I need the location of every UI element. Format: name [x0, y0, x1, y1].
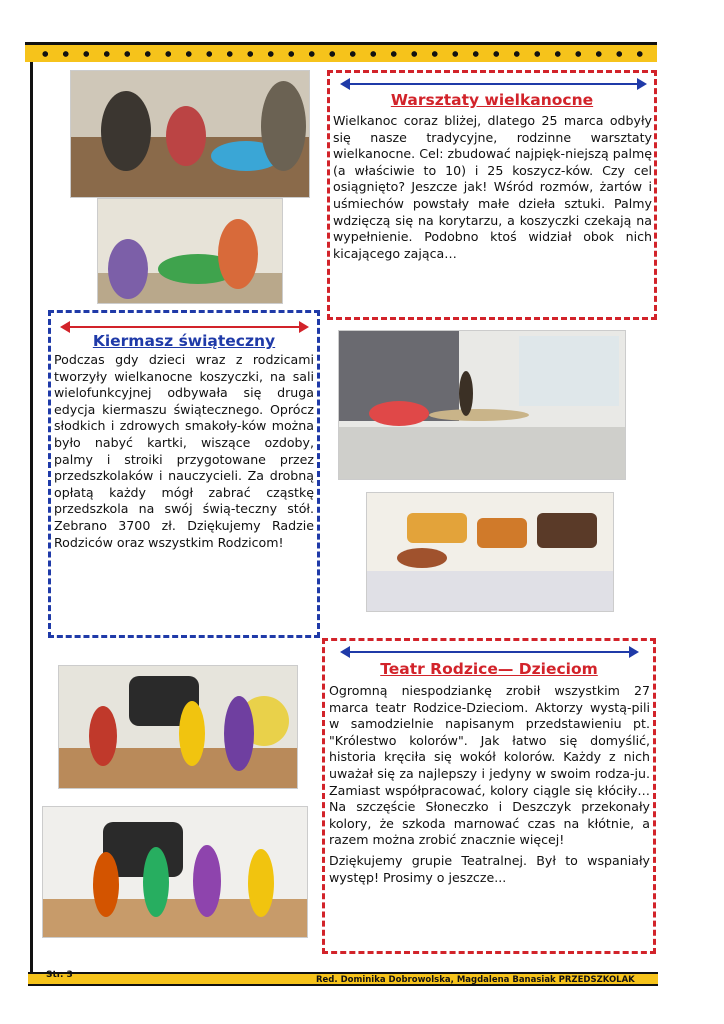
top-banner — [25, 42, 657, 62]
photo-theatre-stage-2 — [42, 806, 308, 938]
theatre-arrow — [342, 651, 637, 653]
theatre-title: Teatr Rodzice— Dzieciom — [380, 660, 598, 678]
photo-workshop-room — [97, 198, 283, 304]
photo-workshop-table — [70, 70, 310, 198]
fair-title: Kiermasz świąteczny — [92, 332, 276, 350]
workshop-text: Wielkanoc coraz bliżej, dlatego 25 marca odbyły się nasze tradycyjne, rodzinne warsztaty wielkanocne. Cel: zbudować najpięk-niejszą palmę (a właściwie to 10) i 25 koszycz-ków. Czy cel osiągnięto? Jeszcze jak! Wśród rozmów, żartów i uśmiechów powstały małe dzieła sztuki. Palmy wdzięczą się na korytarzu, a koszyczki czekają na wypełnienie. Podobno ktoś widział obok nich kicającego zająca… — [333, 113, 652, 261]
fair-text: Podczas gdy dzieci wraz z rodzicami tworzyły wielkanocne koszyczki, na sali wielofunkcyjnej odbywała się druga edycja kiermaszu świątecznego. Oprócz słodkich i zdrowych smakoły-ków można było nabyć kartki, wiszące ozdoby, palmy i stroiki przygotowane przez przedszkolaków i nauczycieli. Za drobną opłatą każdy mógł zabrać cząstkę przedszkola na swój świą-teczny stół. Zebrano 3700 zł. Dziękujemy Radzie Rodziców oraz wszystkim Rodzicom! — [54, 352, 314, 550]
fair-arrow — [62, 326, 307, 328]
theatre-text — [329, 683, 650, 890]
workshop-arrow — [342, 83, 645, 85]
left-page-rule — [30, 62, 33, 982]
theatre-paragraph-1: Ogromną niespodziankę zrobił wszystkim 27 marca teatr Rodzice-Dzieciom. Aktorzy wystą-pili w samodzielnie napisanym przedstawieniu pt. "Królestwo kolorów". Jak łatwo się domyślić, historia kręciła się wokół kolorów. Każdy z nich uważał się za najlepszy i jedyny w swoim rodza-ju. Zamiast współpracować, kolory ciągle się kłóciły… Na szczęście Słoneczko i Deszczyk przekonały kolory, że szkoda marnować czas na kłótnie, a razem można zrobić znacznie więcej! — [329, 683, 650, 848]
photo-theatre-stage-1 — [58, 665, 298, 789]
page-number: Str. 3 — [46, 970, 73, 980]
editor-credits: Red. Dominika Dobrowolska, Magdalena Banasiak PRZEDSZKOLAK — [316, 975, 635, 985]
photo-fair-hall — [338, 330, 626, 480]
photo-fair-cakes — [366, 492, 614, 612]
banner-dots — [35, 49, 647, 57]
theatre-paragraph-2: Dziękujemy grupie Teatralnej. Był to wspaniały występ! Prosimy o jeszcze... — [329, 852, 650, 885]
workshop-title: Warsztaty wielkanocne — [390, 91, 594, 109]
